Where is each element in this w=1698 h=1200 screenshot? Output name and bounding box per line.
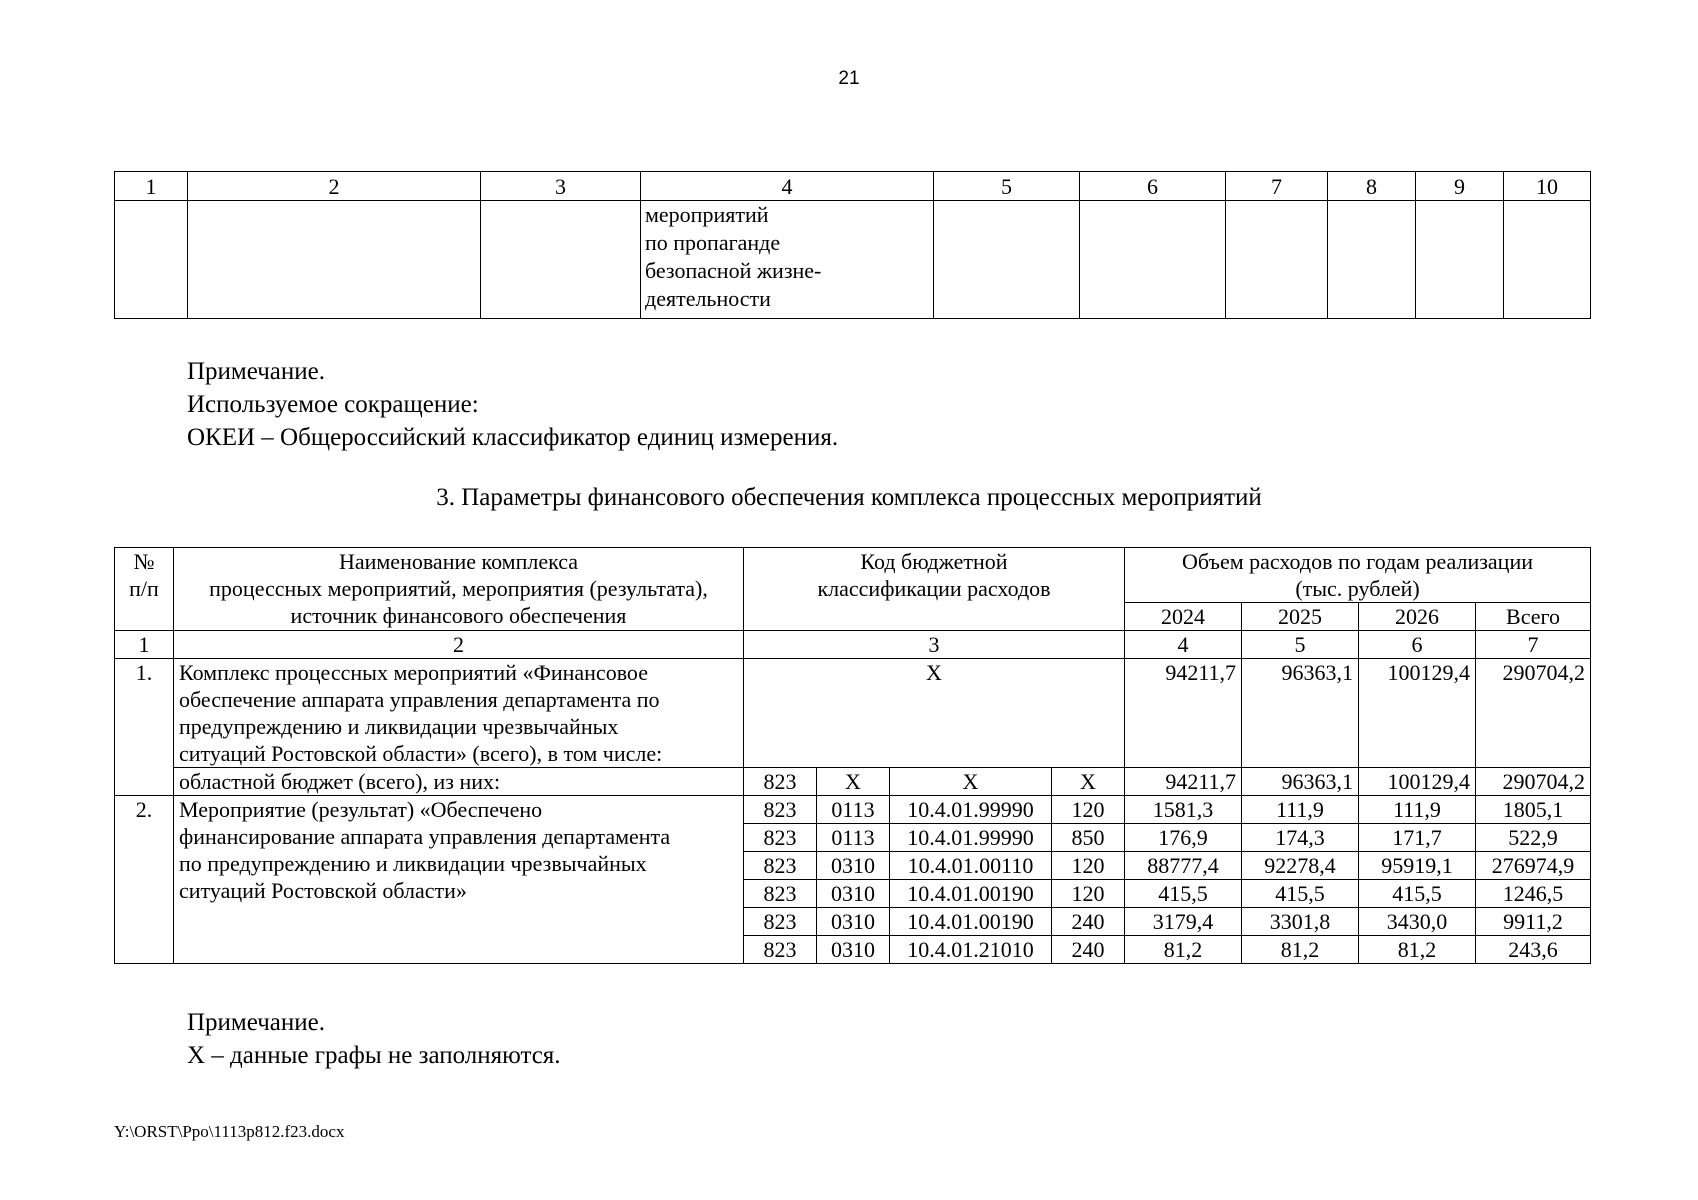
value-2024: 94211,7 [1125, 659, 1242, 768]
code-type: 240 [1052, 936, 1125, 964]
table2-header-row [115, 548, 1591, 603]
header-year-2026: 2026 [1359, 603, 1476, 631]
col-number: 3 [744, 631, 1125, 659]
value-2026: 111,9 [1359, 796, 1476, 824]
row-number: 2. [115, 796, 174, 964]
code-admin: 823 [744, 768, 817, 796]
table1-cell-event-text [641, 201, 934, 319]
header-budget-code: Код бюджетной классификации расходов [744, 548, 1125, 631]
code-type: Х [1052, 768, 1125, 796]
table1-col-7: 7 [1226, 172, 1328, 201]
table1-col-1: 1 [115, 172, 188, 201]
code-section: 0310 [817, 852, 890, 880]
note-line: Примечание. [187, 358, 326, 385]
note-abbreviation [187, 355, 838, 454]
table1-cell [1328, 201, 1416, 319]
table1-cell [1504, 201, 1591, 319]
col-number: 7 [1476, 631, 1591, 659]
row-name: Мероприятие (результат) «Обеспечено финансирование аппарата управления департамента по предупреждению и ликвидации чрезвычайных ситуаций Ростовской области» [174, 796, 744, 964]
code-type: 850 [1052, 824, 1125, 852]
value-2026: 100129,4 [1359, 659, 1476, 768]
table2-col-numbers-row [115, 631, 1591, 659]
col-number: 2 [174, 631, 744, 659]
code-section: 0113 [817, 796, 890, 824]
table1-col-9: 9 [1416, 172, 1504, 201]
code-admin: 823 [744, 852, 817, 880]
note-line: Используемое сокращение: [187, 391, 479, 418]
value-2024: 3179,4 [1125, 908, 1242, 936]
text-line: по пропаганде [645, 230, 781, 255]
table1-col-8: 8 [1328, 172, 1416, 201]
code-type: 120 [1052, 852, 1125, 880]
code-section: Х [817, 768, 890, 796]
row-name: областной бюджет (всего), из них: [174, 768, 744, 796]
note-x-legend [187, 1006, 561, 1072]
value-2024: 415,5 [1125, 880, 1242, 908]
code-admin: 823 [744, 796, 817, 824]
note-line: Х – данные графы не заполняются. [187, 1042, 561, 1069]
value-total: 243,6 [1476, 936, 1591, 964]
code-target: Х [890, 768, 1052, 796]
code-admin: 823 [744, 936, 817, 964]
table1-col-6: 6 [1080, 172, 1226, 201]
table1-cell [934, 201, 1080, 319]
header-year-2025: 2025 [1242, 603, 1359, 631]
note-line: ОКЕИ – Общероссийский классификатор единиц измерения. [187, 424, 839, 451]
note-line: Примечание. [187, 1009, 326, 1036]
table1-col-3: 3 [481, 172, 641, 201]
row-number: 1. [115, 659, 174, 796]
col-number: 5 [1242, 631, 1359, 659]
table1-col-10: 10 [1504, 172, 1591, 201]
value-2026: 100129,4 [1359, 768, 1476, 796]
code-section: 0310 [817, 936, 890, 964]
financing-table [114, 547, 1591, 964]
value-2025: 81,2 [1242, 936, 1359, 964]
value-total: 276974,9 [1476, 852, 1591, 880]
value-total: 290704,2 [1476, 659, 1591, 768]
table1-cell [188, 201, 481, 319]
value-2025: 415,5 [1242, 880, 1359, 908]
value-2025: 3301,8 [1242, 908, 1359, 936]
value-total: 290704,2 [1476, 768, 1591, 796]
value-2026: 415,5 [1359, 880, 1476, 908]
value-2024: 1581,3 [1125, 796, 1242, 824]
value-2024: 176,9 [1125, 824, 1242, 852]
value-2025: 92278,4 [1242, 852, 1359, 880]
code-type: 120 [1052, 880, 1125, 908]
table-row [115, 659, 1591, 768]
value-2024: 88777,4 [1125, 852, 1242, 880]
code-type: 240 [1052, 908, 1125, 936]
value-2025: 174,3 [1242, 824, 1359, 852]
value-2026: 95919,1 [1359, 852, 1476, 880]
header-year-2024: 2024 [1125, 603, 1242, 631]
value-2024: 81,2 [1125, 936, 1242, 964]
code-admin: 823 [744, 908, 817, 936]
table1-col-4: 4 [641, 172, 934, 201]
code-admin: 823 [744, 824, 817, 852]
code-type: 120 [1052, 796, 1125, 824]
text-line: мероприятий [645, 202, 769, 227]
code-section: 0310 [817, 908, 890, 936]
page-number: 21 [838, 68, 860, 89]
header-number: № п/п [115, 548, 174, 631]
value-total: 1805,1 [1476, 796, 1591, 824]
row-code: Х [744, 659, 1125, 768]
table1-cell [481, 201, 641, 319]
code-target: 10.4.01.00190 [890, 908, 1052, 936]
value-total: 1246,5 [1476, 880, 1591, 908]
section-title: 3. Параметры финансового обеспечения комплекса процессных мероприятий [436, 484, 1262, 511]
table1-row [115, 201, 1591, 319]
table1-cell [1416, 201, 1504, 319]
code-section: 0113 [817, 824, 890, 852]
value-2025: 96363,1 [1242, 659, 1359, 768]
header-total: Всего [1476, 603, 1591, 631]
value-2025: 111,9 [1242, 796, 1359, 824]
table1-cell [1080, 201, 1226, 319]
table-row [115, 768, 1591, 796]
header-name: Наименование комплекса процессных мероприятий, мероприятия (результата), источник финансового обеспечения [174, 548, 744, 631]
code-target: 10.4.01.21010 [890, 936, 1052, 964]
table1-col-2: 2 [188, 172, 481, 201]
col-number: 1 [115, 631, 174, 659]
text-line: деятельности [645, 286, 771, 311]
code-admin: 823 [744, 880, 817, 908]
value-2025: 96363,1 [1242, 768, 1359, 796]
table1-header-row [115, 172, 1591, 201]
table1-col-5: 5 [934, 172, 1080, 201]
code-section: 0310 [817, 880, 890, 908]
code-target: 10.4.01.99990 [890, 796, 1052, 824]
value-2026: 81,2 [1359, 936, 1476, 964]
file-path-footer: Y:\ORST\Ppo\1113p812.f23.docx [114, 1122, 345, 1141]
continuation-table [114, 171, 1591, 319]
col-number: 4 [1125, 631, 1242, 659]
value-2026: 3430,0 [1359, 908, 1476, 936]
col-number: 6 [1359, 631, 1476, 659]
table1-cell [1226, 201, 1328, 319]
table1-cell [115, 201, 188, 319]
code-target: 10.4.01.00110 [890, 852, 1052, 880]
table-row [115, 796, 1591, 824]
value-2026: 171,7 [1359, 824, 1476, 852]
value-total: 522,9 [1476, 824, 1591, 852]
code-target: 10.4.01.00190 [890, 880, 1052, 908]
value-total: 9911,2 [1476, 908, 1591, 936]
text-line: безопасной жизне- [645, 258, 822, 283]
value-2024: 94211,7 [1125, 768, 1242, 796]
code-target: 10.4.01.99990 [890, 824, 1052, 852]
row-name: Комплекс процессных мероприятий «Финансовое обеспечение аппарата управления департамента по предупреждению и ликвидации чрезвычайных ситуаций Ростовской области» (всего), в том числе: [174, 659, 744, 768]
header-volume: Объем расходов по годам реализации (тыс. рублей) [1125, 548, 1591, 603]
